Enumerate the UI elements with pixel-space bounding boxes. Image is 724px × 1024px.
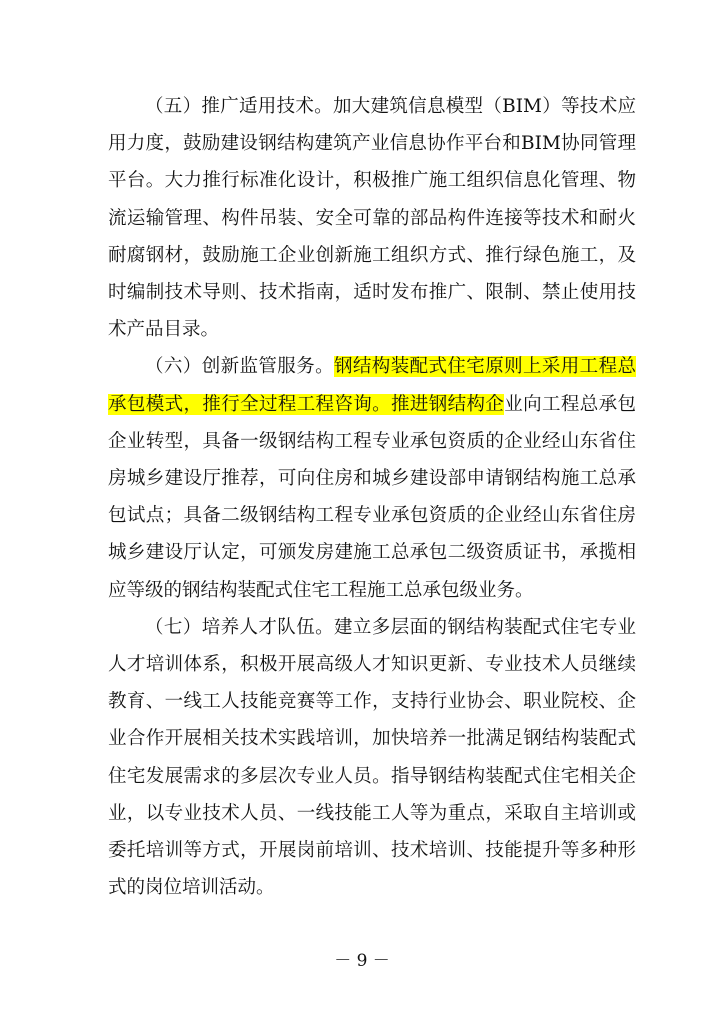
paragraph-talent-text: （七）培养人才队伍。建立多层面的钢结构装配式住宅专业人才培训体系，积极开展高级人才知识更新、专业技术人员继续教育、一线工人技能竞赛等工作，支持行业协会、职业院校、企业合作开展相关技术实践培训，加快培养一批满足钢结构装配式住宅发展需求的多层次专业人员。指导钢结构装配式住宅相关企业，以专业技术人员、一线技能工人等为重点，采取自主培训或委托培训等方式，开展岗前培训、技术培训、技能提升等多种形式的岗位培训活动。: [108, 616, 636, 899]
paragraph-technology-text: （五）推广适用技术。加大建筑信息模型（BIM）等技术应用力度，鼓励建设钢结构建筑产业信息协作平台和BIM协同管理平台。大力推行标准化设计，积极推广施工组织信息化管理、物流运输管理、构件吊装、安全可靠的部品构件连接等技术和耐火耐腐钢材，鼓励施工企业创新施工组织方式、推行绿色施工，及时编制技术导则、技术指南，适时发布推广、限制、禁止使用技术产品目录。: [108, 96, 636, 341]
highlighted-text: 钢结构装配式住宅原则上采用工程总承包模式，推行全过程工程咨询。推进钢结构企: [108, 356, 636, 415]
paragraph-supervision-text: 业向工程总承包企业转型，具备一级钢结构工程专业承包资质的企业经山东省住房城乡建设厅推荐，可向住房和城乡建设部申请钢结构施工总承包试点；具备二级钢结构工程专业承包资质的企业经山东省住房城乡建设厅认定，可颁发房建施工总承包二级资质证书，承揽相应等级的钢结构装配式住宅工程施工总承包级业务。: [108, 393, 636, 601]
paragraph-supervision-heading: （六）创新监管服务。: [145, 356, 334, 378]
paragraph-talent: [108, 609, 636, 907]
document-body: [108, 88, 636, 906]
page-number: － 9 －: [334, 951, 390, 971]
paragraph-supervision: [108, 348, 636, 608]
paragraph-technology: [108, 88, 636, 348]
